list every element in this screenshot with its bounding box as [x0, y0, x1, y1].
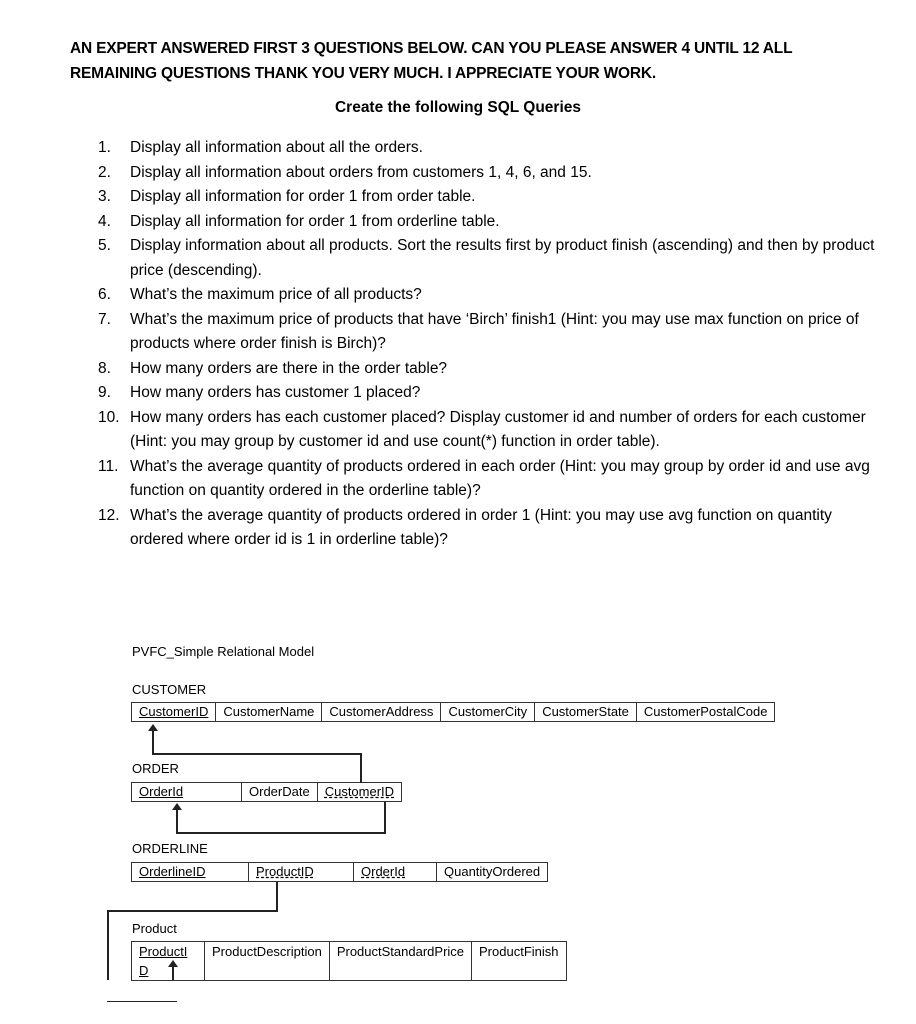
- customer-state-cell: CustomerState: [534, 703, 636, 721]
- customer-postal-code-cell: CustomerPostalCode: [636, 703, 775, 721]
- product-standard-price-cell: ProductStandardPrice: [329, 942, 471, 980]
- list-item: 8. How many orders are there in the order table?: [98, 357, 878, 382]
- list-item: 4. Display all information for order 1 from orderline table.: [98, 210, 878, 235]
- order-table: [131, 782, 402, 802]
- order-customer-id-cell: CustomerID: [317, 783, 401, 801]
- list-item: 6. What’s the maximum price of all products?: [98, 283, 878, 308]
- question-text: What’s the maximum price of all products?: [130, 286, 422, 303]
- question-text: Display all information for order 1 from order table.: [130, 188, 476, 205]
- customer-id-cell: CustomerID: [139, 704, 209, 719]
- customer-city-cell: CustomerCity: [440, 703, 534, 721]
- header-line-2: REMAINING QUESTIONS THANK YOU VERY MUCH. I APPRECIATE YOUR WORK.: [70, 65, 657, 82]
- list-item: 5. Display information about all products. Sort the results first by product finish (ascending) and then by product price (descending).: [98, 234, 878, 283]
- list-item: 12. What’s the average quantity of products ordered in order 1 (Hint: you may use avg function on quantity ordered where order id is 1 in orderline table)?: [98, 504, 878, 553]
- order-date-cell: OrderDate: [241, 783, 317, 801]
- product-table: [131, 941, 567, 981]
- question-list: [98, 136, 878, 553]
- orderline-table: [131, 862, 548, 882]
- product-table-label: Product: [132, 921, 177, 936]
- customer-table: [131, 702, 775, 722]
- question-text: What’s the average quantity of products ordered in each order (Hint: you may group by order id and use avg function on quantity ordered in the orderline table)?: [130, 457, 870, 499]
- product-finish-cell: ProductFinish: [471, 942, 565, 980]
- model-title: PVFC_Simple Relational Model: [132, 644, 315, 659]
- product-id-cell: ProductI D: [139, 944, 188, 978]
- customer-name-cell: CustomerName: [215, 703, 321, 721]
- list-item: 3. Display all information for order 1 from order table.: [98, 185, 878, 210]
- orderline-table-label: ORDERLINE: [132, 841, 208, 856]
- arrow-up-icon: [148, 724, 158, 731]
- question-text: What’s the average quantity of products ordered in order 1 (Hint: you may use avg function on quantity ordered where order id is 1 in orderline table)?: [130, 506, 832, 548]
- product-description-cell: ProductDescription: [204, 942, 329, 980]
- orderline-order-id-cell: OrderId: [353, 863, 436, 881]
- question-text: Display information about all products. Sort the results first by product finish (ascending) and then by product price (descending).: [130, 237, 875, 279]
- footnote-divider: [107, 1001, 177, 1002]
- list-item: 11. What’s the average quantity of products ordered in each order (Hint: you may group by order id and use avg function on quantity ordered in the orderline table)?: [98, 455, 878, 504]
- list-item: 10. How many orders has each customer placed? Display customer id and number of orders for each customer (Hint: you may group by customer id and use count(*) function in order table).: [98, 406, 878, 455]
- list-item: 9. How many orders has customer 1 placed?: [98, 381, 878, 406]
- arrow-up-icon: [172, 803, 182, 810]
- quantity-ordered-cell: QuantityOrdered: [436, 863, 547, 881]
- question-text: Display all information for order 1 from orderline table.: [130, 212, 500, 230]
- section-title: Create the following SQL Queries: [334, 99, 582, 116]
- order-table-label: ORDER: [132, 761, 179, 776]
- question-text: How many orders has each customer placed? Display customer id and number of orders for each customer (Hint: you may group by customer id and use count(*) function in order table).: [130, 408, 866, 450]
- orderline-product-id-cell: ProductID: [248, 863, 353, 881]
- question-text: How many orders has customer 1 placed?: [130, 384, 421, 401]
- question-text: Display all information about orders from customers 1, 4, 6, and 15.: [130, 163, 592, 181]
- order-id-cell: OrderId: [139, 784, 184, 799]
- orderline-id-cell: OrderlineID: [139, 864, 206, 879]
- arrow-up-icon: [168, 960, 178, 967]
- header-line-1: AN EXPERT ANSWERED FIRST 3 QUESTIONS BELOW. CAN YOU PLEASE ANSWER 4 UNTIL 12 ALL: [70, 40, 793, 57]
- customer-table-label: CUSTOMER: [132, 682, 207, 697]
- list-item: 1. Display all information about all the orders.: [98, 136, 878, 161]
- customer-address-cell: CustomerAddress: [321, 703, 440, 721]
- question-text: How many orders are there in the order table?: [130, 359, 448, 377]
- document-header: [70, 36, 890, 86]
- question-text: Display all information about all the orders.: [130, 139, 423, 156]
- list-item: 2. Display all information about orders from customers 1, 4, 6, and 15.: [98, 161, 878, 186]
- question-text: What’s the maximum price of products that have ‘Birch’ finish1 (Hint: you may use max function on price of products where order finish is Birch)?: [130, 310, 859, 352]
- list-item: 7. What’s the maximum price of products that have ‘Birch’ finish1 (Hint: you may use max function on price of products where order finish is Birch)?: [98, 308, 878, 357]
